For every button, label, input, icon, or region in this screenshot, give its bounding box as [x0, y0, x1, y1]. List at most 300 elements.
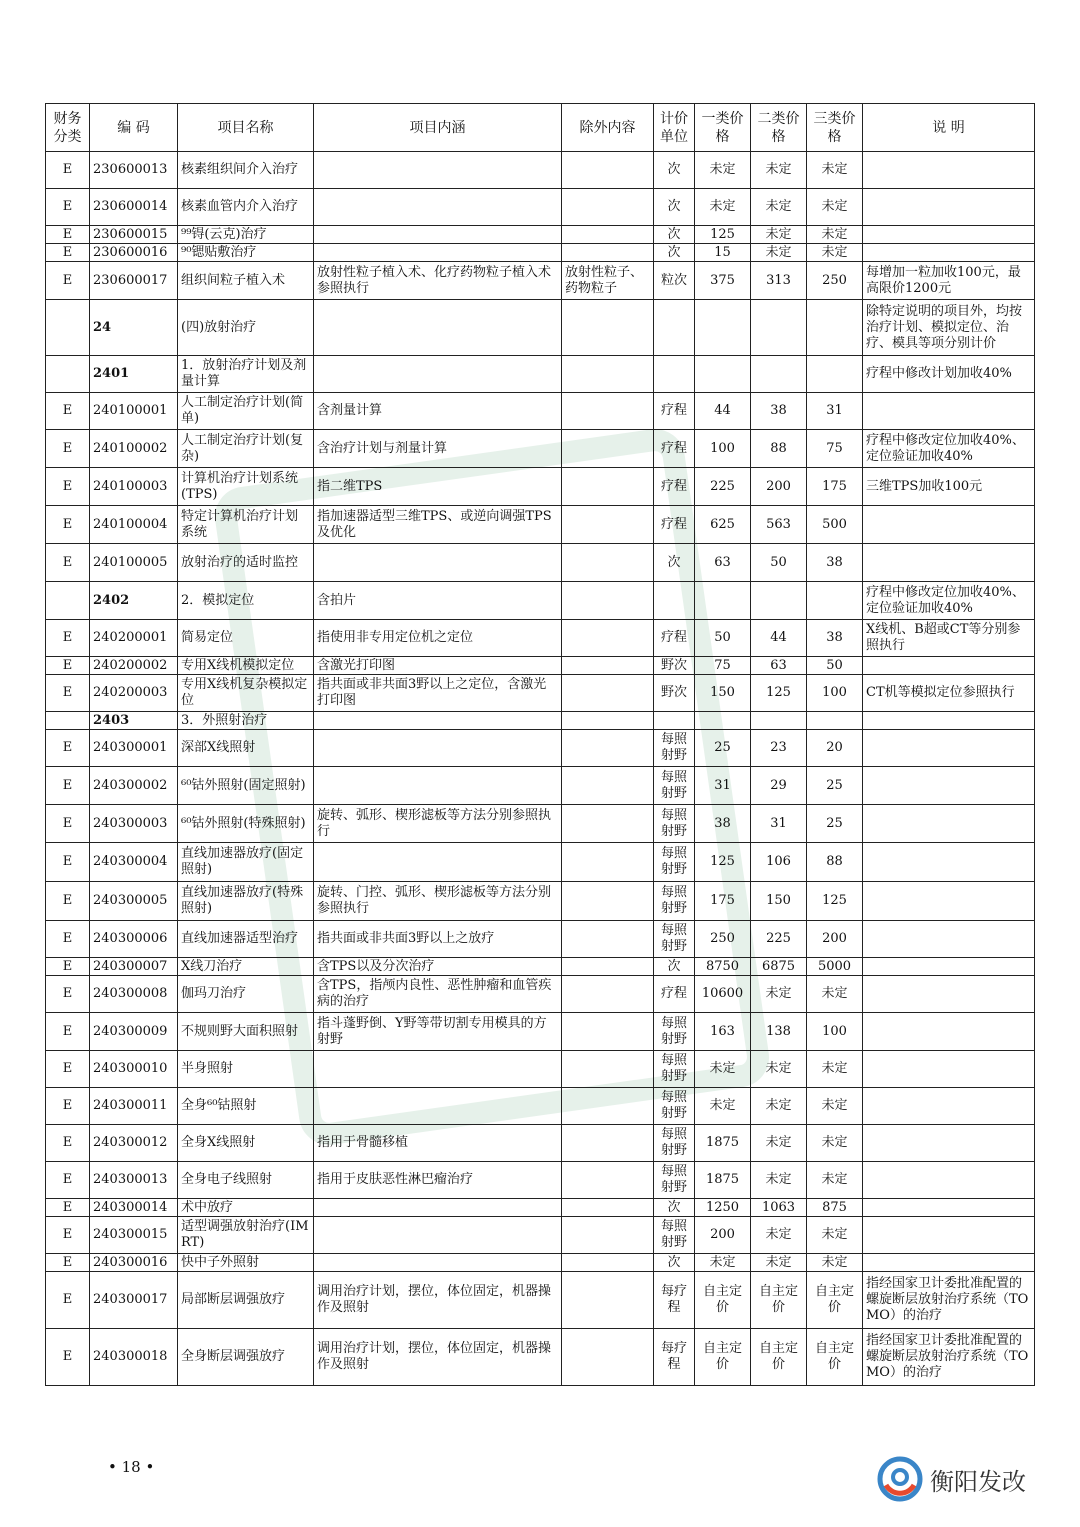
cell-note	[863, 730, 1035, 767]
cell-p3: 200	[807, 921, 863, 958]
cell-name: 全身X线照射	[178, 1125, 314, 1162]
cell-code: 240300008	[90, 976, 178, 1013]
cell-name: ⁶⁰钴外照射(固定照射)	[178, 767, 314, 805]
cell-unit: 次	[654, 1254, 695, 1272]
cell-exclude	[562, 468, 654, 506]
cell-unit: 每照射野	[654, 1217, 695, 1254]
cell-unit: 次	[654, 152, 695, 189]
cell-p2: 50	[751, 544, 807, 582]
cell-content: 含TPS，指颅内良性、恶性肿瘤和血管疾病的治疗	[314, 976, 562, 1013]
cell-cat: E	[46, 730, 90, 767]
cell-name: 快中子外照射	[178, 1254, 314, 1272]
cell-exclude	[562, 657, 654, 675]
cell-content	[314, 767, 562, 805]
cell-exclude	[562, 430, 654, 468]
cell-p2: 未定	[751, 244, 807, 262]
cell-p1: 50	[695, 620, 751, 657]
table-row	[46, 152, 1035, 189]
cell-p2: 200	[751, 468, 807, 506]
cell-p1: 1250	[695, 1199, 751, 1217]
cell-p3: 未定	[807, 1088, 863, 1125]
cell-cat	[46, 356, 90, 393]
cell-note	[863, 1051, 1035, 1088]
cell-p3: 自主定价	[807, 1272, 863, 1329]
cell-content: 旋转、弧形、楔形滤板等方法分别参照执行	[314, 805, 562, 843]
cell-content	[314, 1217, 562, 1254]
table-row	[46, 356, 1035, 393]
cell-note: 每增加一粒加收100元，最高限价1200元	[863, 262, 1035, 300]
cell-note	[863, 544, 1035, 582]
cell-name: 术中放疗	[178, 1199, 314, 1217]
cell-note	[863, 657, 1035, 675]
cell-exclude	[562, 1217, 654, 1254]
cell-name: 特定计算机治疗计划系统	[178, 506, 314, 544]
cell-content: 调用治疗计划，摆位，体位固定，机器操作及照射	[314, 1272, 562, 1329]
cell-cat: E	[46, 675, 90, 712]
cell-code: 240300006	[90, 921, 178, 958]
cell-p1: 未定	[695, 1254, 751, 1272]
cell-exclude	[562, 152, 654, 189]
cell-name: 直线加速器放疗(固定照射)	[178, 843, 314, 882]
cell-unit: 次	[654, 1199, 695, 1217]
cell-p2: 88	[751, 430, 807, 468]
cell-unit: 疗程	[654, 506, 695, 544]
cell-code: 240300010	[90, 1051, 178, 1088]
cell-p3: 未定	[807, 976, 863, 1013]
table-row	[46, 1272, 1035, 1329]
table-row	[46, 843, 1035, 882]
header-price-1: 一类价格	[695, 104, 751, 152]
footer-brand	[876, 1455, 1026, 1503]
cell-name: ⁶⁰钴外照射(特殊照射)	[178, 805, 314, 843]
cell-exclude	[562, 1088, 654, 1125]
cell-note	[863, 1088, 1035, 1125]
table-row	[46, 657, 1035, 675]
table-row	[46, 1162, 1035, 1199]
cell-cat: E	[46, 393, 90, 430]
cell-content: 含激光打印图	[314, 657, 562, 675]
cell-content	[314, 244, 562, 262]
cell-note: 疗程中修改计划加收40%	[863, 356, 1035, 393]
cell-unit: 次	[654, 189, 695, 226]
cell-content: 指共面或非共面3野以上之放疗	[314, 921, 562, 958]
cell-content	[314, 1051, 562, 1088]
cell-name: 放射治疗的适时监控	[178, 544, 314, 582]
cell-p1: 31	[695, 767, 751, 805]
cell-unit: 每照射野	[654, 882, 695, 921]
cell-note	[863, 767, 1035, 805]
page-number: • 18 •	[108, 1458, 155, 1476]
cell-note	[863, 712, 1035, 730]
cell-name: 直线加速器放疗(特殊照射)	[178, 882, 314, 921]
cell-unit: 疗程	[654, 430, 695, 468]
cell-note	[863, 244, 1035, 262]
cell-note	[863, 506, 1035, 544]
price-table	[45, 103, 1035, 1386]
table-row	[46, 468, 1035, 506]
cell-unit: 每照射野	[654, 1051, 695, 1088]
cell-p1: 未定	[695, 152, 751, 189]
cell-exclude	[562, 1329, 654, 1386]
cell-code: 240300018	[90, 1329, 178, 1386]
cell-p1: 未定	[695, 189, 751, 226]
cell-p3: 38	[807, 620, 863, 657]
cell-p1	[695, 582, 751, 620]
cell-p3: 38	[807, 544, 863, 582]
cell-p3: 未定	[807, 189, 863, 226]
cell-name: 1．放射治疗计划及剂量计算	[178, 356, 314, 393]
cell-code: 240100001	[90, 393, 178, 430]
cell-content	[314, 843, 562, 882]
cell-code: 240100005	[90, 544, 178, 582]
cell-p1: 25	[695, 730, 751, 767]
cell-name: 2．模拟定位	[178, 582, 314, 620]
cell-unit: 每照射野	[654, 1088, 695, 1125]
cell-code: 240100002	[90, 430, 178, 468]
cell-p3: 125	[807, 882, 863, 921]
cell-p1: 163	[695, 1013, 751, 1051]
header-price-2: 二类价格	[751, 104, 807, 152]
cell-name: 全身⁶⁰钴照射	[178, 1088, 314, 1125]
cell-exclude	[562, 1125, 654, 1162]
cell-note: CT机等模拟定位参照执行	[863, 675, 1035, 712]
cell-note	[863, 152, 1035, 189]
cell-cat: E	[46, 1199, 90, 1217]
cell-cat: E	[46, 506, 90, 544]
table-row	[46, 300, 1035, 356]
cell-content	[314, 189, 562, 226]
cell-content: 指斗蓬野倒、Y野等带切割专用模具的方射野	[314, 1013, 562, 1051]
cell-name: 核素血管内介入治疗	[178, 189, 314, 226]
cell-p2: 23	[751, 730, 807, 767]
cell-content: 含治疗计划与剂量计算	[314, 430, 562, 468]
cell-note: 疗程中修改定位加收40%、定位验证加收40%	[863, 430, 1035, 468]
table-row	[46, 262, 1035, 300]
table-row	[46, 1199, 1035, 1217]
cell-name: 伽玛刀治疗	[178, 976, 314, 1013]
table-row	[46, 506, 1035, 544]
cell-note	[863, 882, 1035, 921]
cell-p3: 未定	[807, 1051, 863, 1088]
cell-code: 240300014	[90, 1199, 178, 1217]
cell-p2: 563	[751, 506, 807, 544]
cell-name: 人工制定治疗计划(复杂)	[178, 430, 314, 468]
cell-code: 240100003	[90, 468, 178, 506]
cell-code: 230600017	[90, 262, 178, 300]
cell-p3: 50	[807, 657, 863, 675]
cell-exclude	[562, 976, 654, 1013]
cell-note	[863, 805, 1035, 843]
cell-unit: 每照射野	[654, 1125, 695, 1162]
cell-p2: 未定	[751, 1162, 807, 1199]
cell-content	[314, 730, 562, 767]
cell-p2	[751, 356, 807, 393]
cell-content	[314, 226, 562, 244]
table-row	[46, 620, 1035, 657]
cell-name: 核素组织间介入治疗	[178, 152, 314, 189]
header-content: 项目内涵	[314, 104, 562, 152]
cell-exclude	[562, 356, 654, 393]
table-row	[46, 582, 1035, 620]
cell-content	[314, 356, 562, 393]
cell-content: 放射性粒子植入术、化疗药物粒子植入术参照执行	[314, 262, 562, 300]
cell-p1: 44	[695, 393, 751, 430]
cell-cat: E	[46, 1013, 90, 1051]
cell-exclude	[562, 1162, 654, 1199]
cell-name: 直线加速器适型治疗	[178, 921, 314, 958]
cell-code: 240300012	[90, 1125, 178, 1162]
cell-p3: 未定	[807, 1162, 863, 1199]
cell-note	[863, 921, 1035, 958]
table-header-row	[46, 104, 1035, 152]
cell-name: 人工制定治疗计划(简单)	[178, 393, 314, 430]
cell-cat: E	[46, 152, 90, 189]
cell-cat: E	[46, 544, 90, 582]
cell-note: X线机、B超或CT等分别参照执行	[863, 620, 1035, 657]
cell-code: 240300013	[90, 1162, 178, 1199]
cell-content: 旋转、门控、弧形、楔形滤板等方法分别参照执行	[314, 882, 562, 921]
cell-p3: 500	[807, 506, 863, 544]
cell-note	[863, 958, 1035, 976]
cell-note	[863, 393, 1035, 430]
cell-unit	[654, 582, 695, 620]
cell-content: 指用于骨髓移植	[314, 1125, 562, 1162]
cell-p2	[751, 582, 807, 620]
table-row	[46, 805, 1035, 843]
cell-unit: 每照射野	[654, 921, 695, 958]
cell-content	[314, 712, 562, 730]
cell-p1: 8750	[695, 958, 751, 976]
cell-p2: 未定	[751, 1217, 807, 1254]
cell-content: 指使用非专用定位机之定位	[314, 620, 562, 657]
cell-p2: 未定	[751, 1125, 807, 1162]
cell-p2: 未定	[751, 189, 807, 226]
cell-p1: 125	[695, 226, 751, 244]
cell-cat: E	[46, 1329, 90, 1386]
cell-note: 除特定说明的项目外，均按治疗计划、模拟定位、治疗、模具等项分别计价	[863, 300, 1035, 356]
table-row	[46, 544, 1035, 582]
cell-content	[314, 544, 562, 582]
cell-cat: E	[46, 976, 90, 1013]
cell-exclude	[562, 767, 654, 805]
cell-cat: E	[46, 262, 90, 300]
table-row	[46, 1013, 1035, 1051]
cell-exclude	[562, 506, 654, 544]
cell-p3: 25	[807, 767, 863, 805]
cell-p2	[751, 300, 807, 356]
cell-p1	[695, 300, 751, 356]
cell-p2: 106	[751, 843, 807, 882]
cell-code: 240300005	[90, 882, 178, 921]
cell-cat: E	[46, 1051, 90, 1088]
cell-p2: 150	[751, 882, 807, 921]
cell-p3	[807, 582, 863, 620]
cell-p1: 375	[695, 262, 751, 300]
cell-cat: E	[46, 1162, 90, 1199]
cell-note: 三维TPS加收100元	[863, 468, 1035, 506]
cell-p2: 未定	[751, 976, 807, 1013]
cell-name: 局部断层调强放疗	[178, 1272, 314, 1329]
cell-unit: 每照射野	[654, 730, 695, 767]
cell-unit: 次	[654, 958, 695, 976]
cell-unit: 次	[654, 544, 695, 582]
cell-exclude	[562, 1051, 654, 1088]
cell-unit: 每照射野	[654, 1013, 695, 1051]
cell-p2: 44	[751, 620, 807, 657]
cell-code: 230600016	[90, 244, 178, 262]
cell-p1: 1875	[695, 1162, 751, 1199]
table-row	[46, 921, 1035, 958]
cell-content: 含剂量计算	[314, 393, 562, 430]
cell-p2: 6875	[751, 958, 807, 976]
cell-content: 指二维TPS	[314, 468, 562, 506]
cell-code: 240300015	[90, 1217, 178, 1254]
footer-brand-text: 衡阳发改	[930, 1467, 1026, 1496]
cell-note	[863, 1162, 1035, 1199]
cell-exclude	[562, 712, 654, 730]
cell-p1: 38	[695, 805, 751, 843]
cell-p2: 自主定价	[751, 1329, 807, 1386]
header-cat: 财务分类	[46, 104, 90, 152]
cell-p3: 未定	[807, 226, 863, 244]
cell-exclude	[562, 300, 654, 356]
header-exclude: 除外内容	[562, 104, 654, 152]
cell-p3: 5000	[807, 958, 863, 976]
cell-p2: 313	[751, 262, 807, 300]
cell-exclude	[562, 921, 654, 958]
cell-p1: 未定	[695, 1051, 751, 1088]
cell-p1: 未定	[695, 1088, 751, 1125]
cell-p1: 自主定价	[695, 1272, 751, 1329]
brand-logo-icon	[876, 1455, 924, 1503]
cell-p3: 自主定价	[807, 1329, 863, 1386]
cell-note	[863, 1254, 1035, 1272]
cell-content: 指用于皮肤恶性淋巴瘤治疗	[314, 1162, 562, 1199]
cell-note	[863, 1217, 1035, 1254]
cell-p1: 200	[695, 1217, 751, 1254]
cell-name: 适型调强放射治疗(IMRT)	[178, 1217, 314, 1254]
cell-note: 疗程中修改定位加收40%、定位验证加收40%	[863, 582, 1035, 620]
cell-cat: E	[46, 189, 90, 226]
cell-cat: E	[46, 226, 90, 244]
cell-exclude	[562, 843, 654, 882]
cell-cat: E	[46, 805, 90, 843]
cell-p1	[695, 356, 751, 393]
header-name: 项目名称	[178, 104, 314, 152]
cell-p1: 100	[695, 430, 751, 468]
cell-p3: 88	[807, 843, 863, 882]
cell-code: 240300001	[90, 730, 178, 767]
table-row	[46, 1254, 1035, 1272]
cell-p1	[695, 712, 751, 730]
cell-code: 2403	[90, 712, 178, 730]
cell-code: 240200002	[90, 657, 178, 675]
cell-p1: 250	[695, 921, 751, 958]
cell-cat: E	[46, 468, 90, 506]
cell-p2: 138	[751, 1013, 807, 1051]
cell-p1: 10600	[695, 976, 751, 1013]
cell-unit: 疗程	[654, 468, 695, 506]
table-row	[46, 244, 1035, 262]
table-row	[46, 1051, 1035, 1088]
cell-code: 240300003	[90, 805, 178, 843]
cell-p1: 225	[695, 468, 751, 506]
cell-exclude	[562, 1254, 654, 1272]
cell-p3	[807, 300, 863, 356]
cell-cat: E	[46, 882, 90, 921]
cell-unit	[654, 356, 695, 393]
cell-content	[314, 1088, 562, 1125]
cell-content: 调用治疗计划，摆位，体位固定，机器操作及照射	[314, 1329, 562, 1386]
cell-unit	[654, 300, 695, 356]
cell-content: 指共面或非共面3野以上之定位，含激光打印图	[314, 675, 562, 712]
cell-p1: 75	[695, 657, 751, 675]
cell-exclude	[562, 1272, 654, 1329]
cell-p1: 自主定价	[695, 1329, 751, 1386]
cell-unit: 每照射野	[654, 1162, 695, 1199]
cell-unit: 次	[654, 244, 695, 262]
cell-cat: E	[46, 958, 90, 976]
cell-exclude	[562, 882, 654, 921]
cell-p1: 15	[695, 244, 751, 262]
cell-note	[863, 976, 1035, 1013]
cell-p3: 20	[807, 730, 863, 767]
cell-name: ⁹⁹锝(云克)治疗	[178, 226, 314, 244]
cell-exclude	[562, 1199, 654, 1217]
cell-p3: 75	[807, 430, 863, 468]
cell-p3: 未定	[807, 152, 863, 189]
cell-exclude	[562, 244, 654, 262]
cell-note: 指经国家卫计委批准配置的螺旋断层放射治疗系统（TOMO）的治疗	[863, 1272, 1035, 1329]
cell-unit: 每疗程	[654, 1329, 695, 1386]
cell-p2: 未定	[751, 1088, 807, 1125]
cell-p2: 1063	[751, 1199, 807, 1217]
cell-unit: 次	[654, 226, 695, 244]
header-note: 说 明	[863, 104, 1035, 152]
cell-unit	[654, 712, 695, 730]
table-row	[46, 1217, 1035, 1254]
cell-code: 240300007	[90, 958, 178, 976]
cell-cat: E	[46, 620, 90, 657]
cell-code: 240300009	[90, 1013, 178, 1051]
cell-code: 2401	[90, 356, 178, 393]
cell-cat	[46, 582, 90, 620]
table-row	[46, 189, 1035, 226]
cell-p1: 63	[695, 544, 751, 582]
cell-name: 组织间粒子植入术	[178, 262, 314, 300]
cell-p1: 625	[695, 506, 751, 544]
table-row	[46, 712, 1035, 730]
cell-exclude	[562, 544, 654, 582]
table-row	[46, 976, 1035, 1013]
cell-code: 240300011	[90, 1088, 178, 1125]
cell-unit: 每疗程	[654, 1272, 695, 1329]
cell-p1: 1875	[695, 1125, 751, 1162]
cell-unit: 粒次	[654, 262, 695, 300]
cell-p3: 100	[807, 675, 863, 712]
cell-p2: 38	[751, 393, 807, 430]
header-code: 编 码	[90, 104, 178, 152]
cell-p3	[807, 712, 863, 730]
cell-code: 240300017	[90, 1272, 178, 1329]
cell-p2: 125	[751, 675, 807, 712]
cell-p2: 未定	[751, 1051, 807, 1088]
header-unit: 计价单位	[654, 104, 695, 152]
cell-code: 240100004	[90, 506, 178, 544]
cell-exclude	[562, 189, 654, 226]
cell-cat: E	[46, 244, 90, 262]
cell-name: 半身照射	[178, 1051, 314, 1088]
